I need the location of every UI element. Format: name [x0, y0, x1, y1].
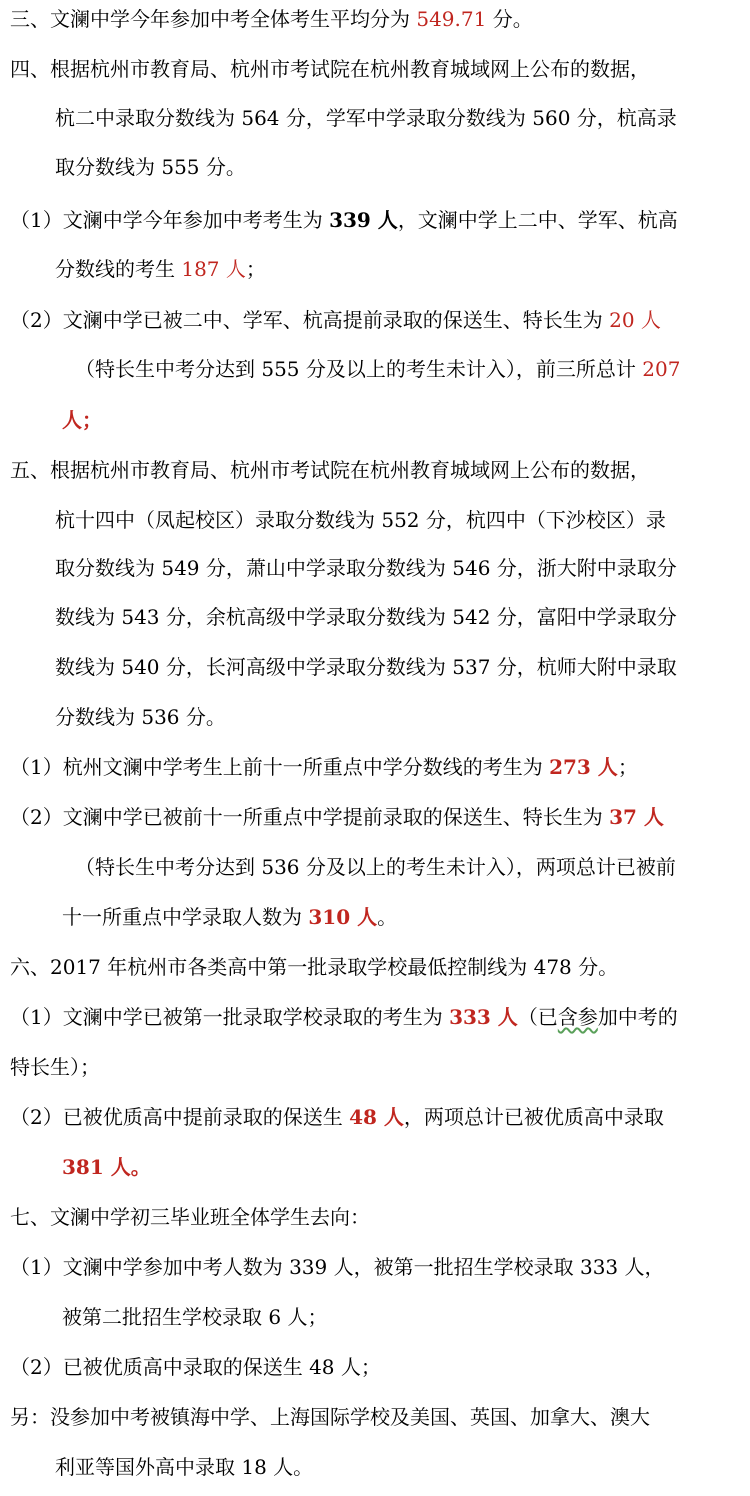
text-segment: 数线为 543 分，余杭高级中学录取分数线为 542 分，富阳中学录取分: [55, 605, 677, 629]
text-line: [0, 852, 750, 882]
text-segment: 杭十四中（凤起校区）录取分数线为 552 分，杭四中（下沙校区）录: [55, 508, 666, 532]
text-segment: 分数线为 536 分。: [55, 705, 226, 729]
text-segment: ，两项总计已被优质高中录取: [403, 1105, 664, 1129]
text-line: [0, 602, 750, 632]
text-line: [0, 553, 750, 583]
text-segment: 十一所重点中学录取人数为: [62, 905, 309, 929]
text-line: [0, 354, 750, 384]
text-segment: 。: [377, 905, 398, 929]
text-segment: 加中考的: [597, 1005, 678, 1029]
highlight-text: 333 人: [449, 1005, 518, 1029]
text-segment: （已: [517, 1005, 558, 1029]
highlight-text: 549.71: [416, 7, 487, 31]
text-segment: 被第二批招生学校录取 6 人；: [62, 1305, 328, 1329]
text-segment: （1）文澜中学已被第一批录取学校录取的考生为: [10, 1005, 450, 1029]
text-line: [0, 802, 750, 832]
highlight-text: 339 人: [329, 208, 398, 232]
text-segment: （1）杭州文澜中学考生上前十一所重点中学分数线的考生为: [10, 755, 550, 779]
text-segment: 三、文澜中学今年参加中考全体考生平均分为: [10, 7, 417, 31]
text-segment: 分。: [486, 7, 533, 31]
text-line: [0, 152, 750, 182]
text-segment: 五、根据杭州市教育局、杭州市考试院在杭州教育城域网上公布的数据，: [10, 458, 650, 482]
text-line: [0, 305, 750, 335]
text-line: [0, 1052, 750, 1082]
text-line: [0, 702, 750, 732]
text-line: [0, 1002, 750, 1032]
text-segment: 利亚等国外高中录取 18 人。: [55, 1455, 314, 1479]
text-segment: （2）文澜中学已被前十一所重点中学提前录取的保送生、特长生为: [10, 805, 610, 829]
text-segment: 六、2017 年杭州市各类高中第一批录取学校最低控制线为 478 分。: [10, 955, 619, 979]
highlight-text: 381 人。: [62, 1155, 151, 1179]
text-line: [0, 4, 750, 34]
text-segment: （特长生中考分达到 555 分及以上的考生未计入），前三所总计: [75, 357, 643, 381]
text-line: [0, 652, 750, 682]
text-line: [0, 103, 750, 133]
highlight-text: 187 人: [181, 257, 246, 281]
text-segment: 取分数线为 549 分，萧山中学录取分数线为 546 分，浙大附中录取分: [55, 556, 677, 580]
highlight-text: 310 人: [308, 905, 378, 929]
text-segment: （1）文澜中学参加中考人数为 339 人，被第一批招生学校录取 333 人，: [10, 1255, 665, 1279]
text-line: [0, 455, 750, 485]
text-segment: ；: [245, 257, 266, 281]
highlight-text: 20 人: [609, 308, 661, 332]
text-line: [0, 752, 750, 782]
text-line: [0, 1202, 750, 1232]
highlight-text: 48 人: [349, 1105, 404, 1129]
text-line: [0, 1302, 750, 1332]
text-segment: （2）文澜中学已被二中、学军、杭高提前录取的保送生、特长生为: [10, 308, 610, 332]
text-line: [0, 1252, 750, 1282]
text-line: [0, 952, 750, 982]
text-line: [0, 54, 750, 84]
highlight-text: 人；: [62, 408, 102, 432]
text-line: [0, 505, 750, 535]
text-line: [0, 205, 750, 235]
text-line: [0, 1102, 750, 1132]
text-segment: 分数线的考生: [55, 257, 182, 281]
text-segment: 取分数线为 555 分。: [55, 155, 246, 179]
text-segment: （1）文澜中学今年参加中考考生为: [10, 208, 330, 232]
text-segment: ；: [617, 755, 638, 779]
text-line: [0, 405, 750, 435]
text-segment: 数线为 540 分，长河高级中学录取分数线为 537 分，杭师大附中录取: [55, 655, 677, 679]
text-line: [0, 254, 750, 284]
text-segment: 四、根据杭州市教育局、杭州市考试院在杭州教育城域网上公布的数据，: [10, 57, 650, 81]
text-line: [0, 1352, 750, 1382]
text-segment: 特长生）；: [10, 1055, 100, 1079]
text-segment: （特长生中考分达到 536 分及以上的考生未计入），两项总计已被前: [75, 855, 676, 879]
text-segment: 七、文澜中学初三毕业班全体学生去向：: [10, 1205, 370, 1229]
highlight-text: 含参: [557, 1005, 598, 1029]
text-segment: （2）已被优质高中录取的保送生 48 人；: [10, 1355, 381, 1379]
text-line: [0, 1402, 750, 1432]
highlight-text: 207: [642, 357, 681, 381]
highlight-text: 273 人: [549, 755, 618, 779]
text-segment: ，文澜中学上二中、学军、杭高: [397, 208, 678, 232]
text-segment: 另：没参加中考被镇海中学、上海国际学校及美国、英国、加拿大、澳大: [10, 1405, 650, 1429]
highlight-text: 37 人: [609, 805, 664, 829]
text-line: [0, 1152, 750, 1182]
text-line: [0, 1452, 750, 1482]
text-segment: （2）已被优质高中提前录取的保送生: [10, 1105, 350, 1129]
text-line: [0, 902, 750, 932]
text-segment: 杭二中录取分数线为 564 分，学军中学录取分数线为 560 分，杭高录: [55, 106, 677, 130]
